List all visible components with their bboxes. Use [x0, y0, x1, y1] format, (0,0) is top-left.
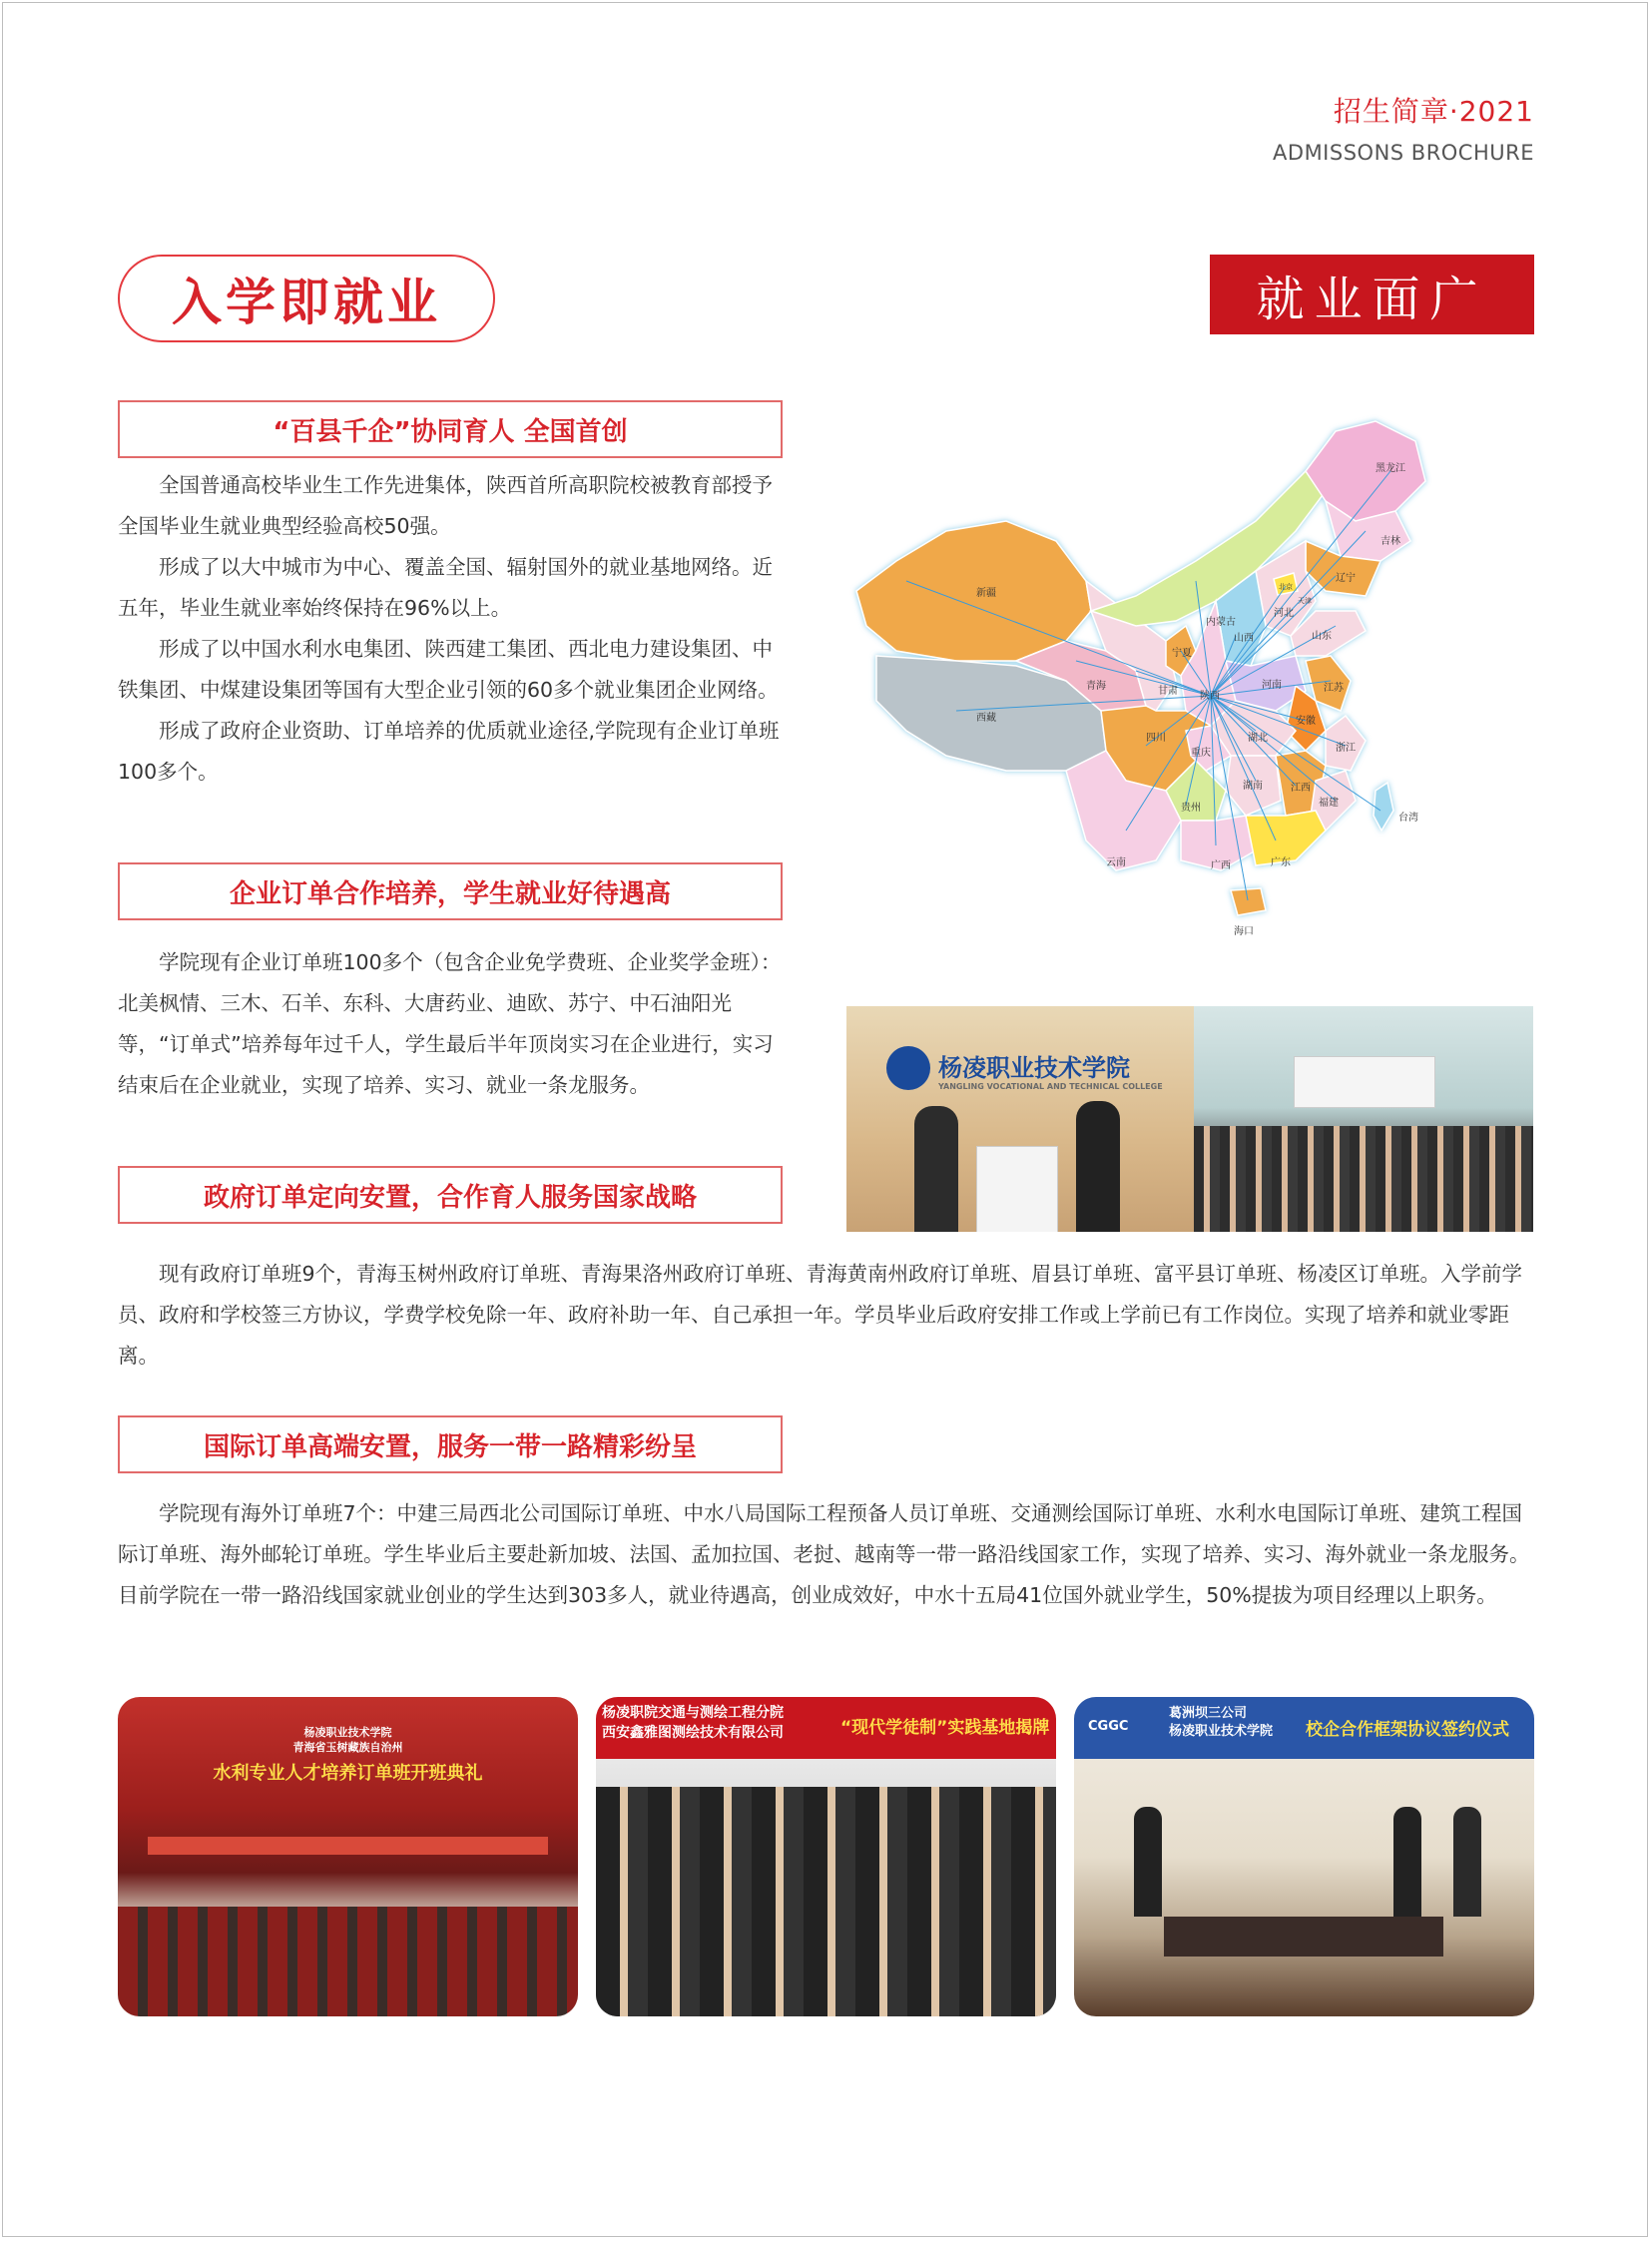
banner-3-main: 校企合作框架协议签约仪式: [1306, 1720, 1509, 1740]
map-label-zhejiang: 浙江: [1336, 743, 1356, 754]
map-label-hainan: 海口: [1234, 926, 1254, 937]
page-heading: 入学即就业: [118, 255, 495, 342]
audience-seats: [118, 1907, 578, 2016]
map-label-yunnan: 云南: [1106, 857, 1126, 868]
person-figure: [1453, 1807, 1481, 1917]
map-label-liaoning: 辽宁: [1336, 573, 1356, 584]
banner-2-main: “现代学徒制”实践基地揭牌: [840, 1718, 1050, 1738]
map-region-heilongjiang: [1306, 421, 1425, 521]
map-graphic: [836, 411, 1435, 950]
map-label-ningxia: 宁夏: [1172, 648, 1192, 659]
banner-1-main: 水利专业人才培养订单班开班典礼: [213, 1763, 483, 1784]
map-label-xinjiang: 新疆: [976, 588, 996, 599]
map-label-guizhou: 贵州: [1181, 803, 1201, 814]
photo-group-meeting: [1194, 1006, 1533, 1232]
map-label-hebei: 河北: [1274, 608, 1294, 619]
banner-3-logo: CGGC: [1088, 1719, 1129, 1734]
paragraph: 学院现有海外订单班7个：中建三局西北公司国际订单班、中水八局国际工程预备人员订单班、交通测绘国际订单班、水利水电国际订单班、建筑工程国际订单班、海外邮轮订单班。学生毕业后主要赴新加坡、法国、孟加拉国、老挝、越南等一带一路沿线国家工作，实现了培养、实习、海外就业一条龙服务。目前学院在一带一路沿线国家就业创业的学生达到303多人，就业待遇高，创业成效好，中水十五局41位国外就业学生，50%提拔为项目经理以上职务。: [118, 1501, 1530, 1607]
map-label-henan: 河南: [1262, 680, 1282, 691]
map-label-heilongjiang: 黑龙江: [1376, 463, 1405, 474]
section-title-1: “百县千企”协同育人 全国首创: [118, 400, 783, 458]
photo-opening-ceremony: [118, 1697, 578, 2016]
map-label-jilin: 吉林: [1380, 536, 1400, 547]
signing-table: [1164, 1917, 1443, 1957]
person-figure: [1134, 1807, 1162, 1917]
map-label-anhui: 安徽: [1296, 716, 1316, 727]
person-figure: [914, 1106, 958, 1232]
section-body-2: [118, 942, 787, 1106]
photo-apprenticeship-base: [596, 1697, 1056, 2016]
map-region-hainan: [1231, 888, 1266, 915]
paragraph: 学院现有企业订单班100多个（包含企业免学费班、企业奖学金班）：北美枫情、三木、石羊、东科、大唐药业、迪欧、苏宁、中石油阳光等，“订单式”培养每年过千人，学生最后半年顶岗实习在企业进行，实习结束后在企业就业，实现了培养、实习、就业一条龙服务。: [118, 950, 782, 1097]
map-label-hubei: 湖北: [1248, 733, 1268, 744]
banner-3-line1: 葛洲坝三公司: [1169, 1706, 1248, 1721]
paragraph: 全国普通高校毕业生工作先进集体，陕西首所高职院校被教育部授予全国毕业生就业典型经验高校50强。: [118, 473, 773, 538]
paragraph: 形成了以中国水利水电集团、陕西建工集团、西北电力建设集团、中铁集团、中煤建设集团等国有大型企业引领的60多个就业集团企业网络。: [118, 637, 779, 702]
map-label-shanxi: 山西: [1234, 633, 1254, 644]
map-label-shandong: 山东: [1312, 631, 1332, 642]
photo-college-plaque: [846, 1006, 1194, 1232]
banner-3-line2: 杨凌职业技术学院: [1169, 1724, 1274, 1739]
map-label-qinghai: 青海: [1086, 681, 1106, 692]
audience-crowd: [1194, 1126, 1533, 1232]
map-label-guangxi: 广西: [1211, 860, 1231, 871]
section-title-2: 企业订单合作培养，学生就业好待遇高: [118, 862, 783, 920]
map-label-chongqing: 重庆: [1191, 748, 1211, 759]
plaque-board: [976, 1146, 1058, 1232]
map-label-taiwan: 台湾: [1398, 813, 1418, 824]
map-label-beijing: 北京: [1279, 583, 1293, 591]
banner-2-line1: 杨凌职院交通与测绘工程分院: [602, 1705, 784, 1721]
group-photo-people: [596, 1787, 1056, 2016]
college-sign-cn: 杨凌职业技术学院: [938, 1054, 1130, 1082]
map-region-xinjiang: [856, 521, 1091, 661]
person-figure: [1393, 1807, 1421, 1917]
photo-signing-ceremony: [1074, 1697, 1534, 2016]
section-title-3: 政府订单定向安置，合作育人服务国家战略: [118, 1166, 783, 1224]
banner-2-line2: 西安鑫雅图测绘技术有限公司: [602, 1725, 784, 1741]
map-label-tianjin: 天津: [1298, 597, 1312, 605]
college-sign-en: YANGLING VOCATIONAL AND TECHNICAL COLLEGE: [938, 1082, 1163, 1091]
projection-screen: [1294, 1056, 1435, 1108]
paragraph: 形成了以大中城市为中心、覆盖全国、辐射国外的就业基地网络。近五年，毕业生就业率始终保持在96%以上。: [118, 555, 773, 620]
map-label-shaanxi: 陕西: [1200, 691, 1220, 702]
map-label-gansu: 甘肃: [1158, 686, 1178, 697]
map-region-taiwan: [1374, 783, 1393, 831]
paragraph: 形成了政府企业资助、订单培养的优质就业途径,学院现有企业订单班100多个。: [118, 719, 780, 784]
section-body-3: [118, 1254, 1535, 1377]
side-heading: 就业面广: [1210, 255, 1534, 334]
college-logo-icon: [886, 1046, 930, 1090]
brand-title: 招生简章·2021: [1333, 95, 1534, 128]
china-employment-map: [836, 411, 1435, 950]
section-body-4: [118, 1493, 1535, 1616]
map-label-hunan: 湖南: [1243, 781, 1263, 792]
banner-1-line1: 杨凌职业技术学院: [303, 1726, 392, 1739]
banner-1-line2: 青海省玉树藏族自治州: [292, 1741, 403, 1754]
section-body-1: [118, 465, 787, 793]
map-label-fujian: 福建: [1319, 798, 1339, 809]
map-label-neimenggu: 内蒙古: [1206, 617, 1236, 628]
brand-subtitle: ADMISSONS BROCHURE: [1273, 141, 1534, 165]
paragraph: 现有政府订单班9个，青海玉树州政府订单班、青海果洛州政府订单班、青海黄南州政府订单班、眉县订单班、富平县订单班、杨凌区订单班。入学前学员、政府和学校签三方协议，学费学校免除一年、政府补助一年、自己承担一年。学员毕业后政府安排工作或上学前已有工作岗位。实现了培养和就业零距离。: [118, 1262, 1523, 1368]
map-label-jiangsu: 江苏: [1324, 683, 1344, 694]
map-label-guangdong: 广东: [1271, 857, 1291, 868]
map-label-jiangxi: 江西: [1291, 783, 1311, 794]
person-figure: [1076, 1101, 1120, 1232]
stage-table: [148, 1837, 548, 1855]
section-title-4: 国际订单高端安置，服务一带一路精彩纷呈: [118, 1415, 783, 1473]
map-label-sichuan: 四川: [1146, 733, 1166, 744]
map-label-xizang: 西藏: [976, 713, 996, 724]
